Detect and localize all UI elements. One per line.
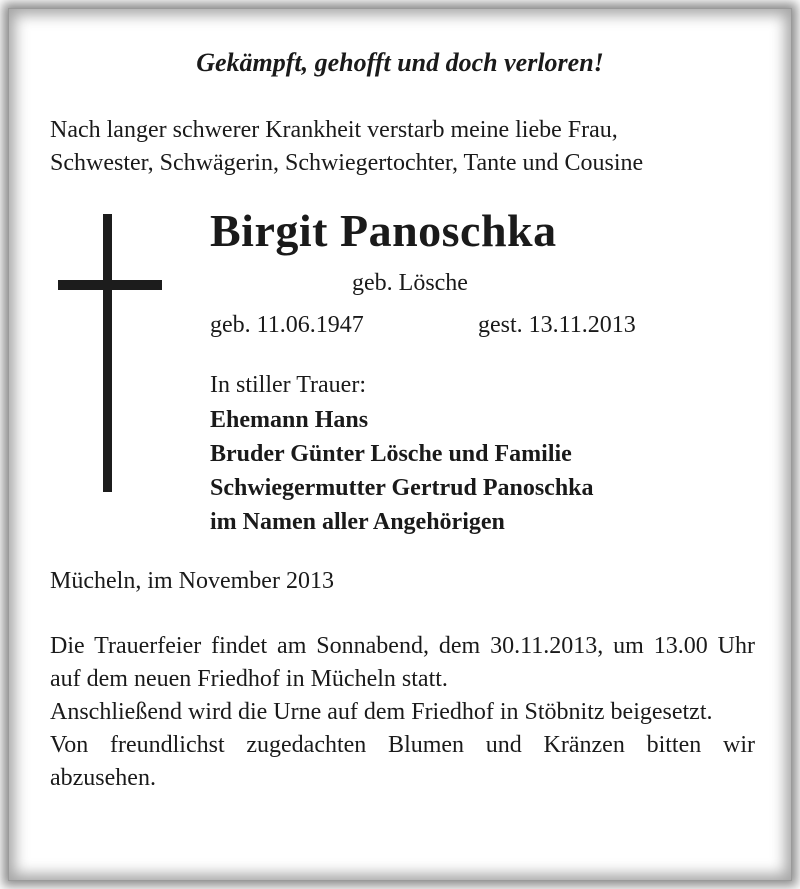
deceased-name: Birgit Panoschka — [210, 205, 557, 256]
birth-date: geb. 11.06.1947 — [210, 312, 364, 338]
burial-paragraph: Anschließend wird die Urne auf dem Friedhof in Stöbnitz beigesetzt. — [50, 699, 713, 725]
maiden-name: geb. Lösche — [352, 270, 468, 296]
intro-line-1: Nach langer schwerer Krankheit verstarb meine liebe Frau, — [50, 117, 618, 143]
funeral-service-info — [50, 630, 755, 795]
mourning-heading: In stiller Trauer: — [210, 372, 366, 398]
intro-text — [50, 114, 752, 180]
intro-line-2: Schwester, Schwägerin, Schwiegertochter, Tante und Cousine — [50, 150, 644, 176]
death-date: gest. 13.11.2013 — [478, 312, 636, 338]
flowers-paragraph: Von freundlichst zugedachten Blumen und Kränzen bitten wir abzusehen. — [50, 732, 755, 791]
place-and-date: Mücheln, im November 2013 — [50, 568, 334, 594]
latin-cross-icon — [56, 214, 164, 494]
service-paragraph: Die Trauerfeier findet am Sonnabend, dem 30.11.2013, um 13.00 Uhr auf dem neuen Friedhof in Mücheln statt. — [50, 633, 755, 692]
mourner-line: Bruder Günter Lösche und Familie — [210, 441, 572, 467]
mourner-line: im Namen aller Angehörigen — [210, 509, 505, 535]
motto-heading: Gekämpft, gehofft und doch verloren! — [196, 48, 604, 77]
mourners-list — [210, 403, 594, 539]
mourner-line: Ehemann Hans — [210, 407, 369, 433]
mourner-line: Schwiegermutter Gertrud Panoschka — [210, 475, 594, 501]
